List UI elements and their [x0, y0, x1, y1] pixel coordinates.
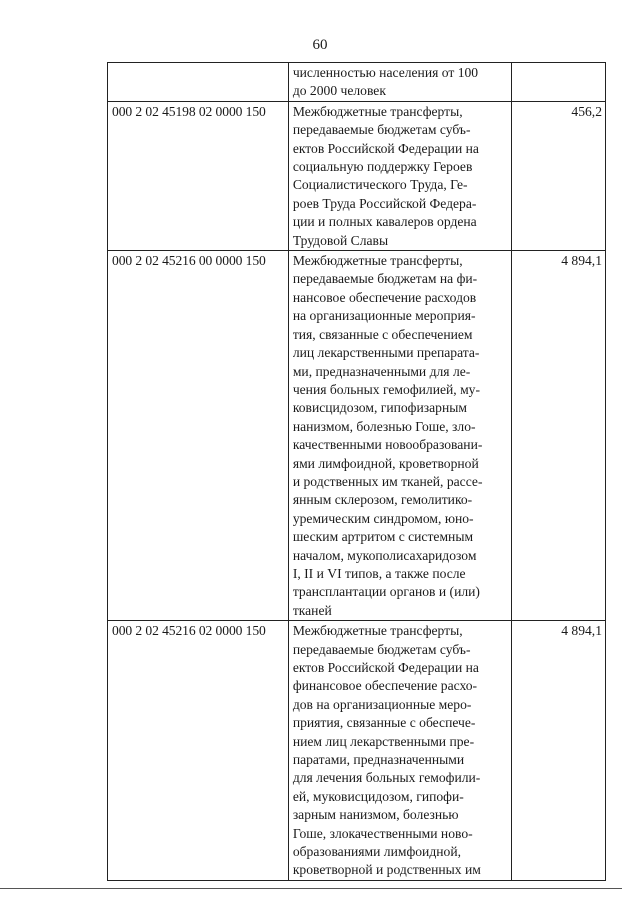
description-line: тия, связанные с обеспечением: [292, 326, 473, 342]
description-line: финансовое обеспечение расхо-: [292, 678, 478, 694]
description-line: Межбюджетные трансферты,: [292, 103, 463, 119]
description-line: нансовое обеспечение расходов: [292, 289, 477, 305]
description-line: зарным нанизмом, болезнью: [292, 807, 459, 823]
description-line: ковисцидозом, гипофизарным: [292, 400, 467, 416]
table-row: [108, 63, 606, 102]
description-cell: [288, 621, 511, 881]
description-line: ектов Российской Федерации на: [292, 140, 479, 156]
description-line: качественными новообразовани-: [292, 437, 483, 453]
description-line: I, II и VI типов, а также после: [292, 565, 466, 581]
amount-cell: 4 894,1: [512, 251, 606, 621]
amount-cell: 456,2: [512, 101, 606, 250]
description-cell: [288, 63, 511, 102]
description-line: на организационные мероприя-: [292, 308, 476, 324]
description-line: Социалистического Труда, Ге-: [292, 177, 468, 193]
description-line: ции и полных кавалеров ордена: [292, 214, 477, 230]
amount-cell: 4 894,1: [512, 621, 606, 881]
description-line: янным склерозом, гемолитико-: [292, 492, 473, 508]
bottom-divider: [0, 888, 622, 889]
description-line: передаваемые бюджетам субъ-: [292, 641, 471, 657]
description-line: социальную поддержку Героев: [292, 159, 473, 175]
description-line: ми, предназначенными для ле-: [292, 363, 471, 379]
amount-cell: [512, 63, 606, 102]
description-cell: [288, 101, 511, 250]
description-line: передаваемые бюджетам на фи-: [292, 271, 478, 287]
budget-code-cell: 000 2 02 45216 00 0000 150: [108, 251, 289, 621]
description-line: до 2000 человек: [292, 83, 386, 99]
description-line: дов на организационные меро-: [292, 696, 472, 712]
table-row: [108, 621, 606, 881]
description-line: трансплантации органов и (или): [292, 584, 480, 600]
description-line: шеским артритом с системным: [292, 529, 474, 545]
description-cell: [288, 251, 511, 621]
description-line: кроветворной и родственных им: [292, 862, 481, 878]
budget-code-cell: [108, 63, 289, 102]
description-line: образованиями лимфоидной,: [292, 844, 461, 860]
description-line: и родственных им тканей, рассе-: [292, 473, 483, 489]
description-line: тканей: [292, 602, 332, 618]
description-line: ей, муковисцидозом, гипофи-: [292, 788, 464, 804]
description-line: ями лимфоидной, кроветворной: [292, 455, 479, 471]
description-line: ектов Российской Федерации на: [292, 660, 479, 675]
description-line: паратами, предназначенными: [292, 752, 465, 768]
description-line: для лечения больных гемофили-: [292, 770, 481, 786]
budget-code-cell: 000 2 02 45198 02 0000 150: [108, 101, 289, 250]
description-line: Межбюджетные трансферты,: [292, 253, 463, 269]
budget-code-cell: 000 2 02 45216 02 0000 150: [108, 621, 289, 881]
description-line: нанизмом, болезнью Гоше, зло-: [292, 418, 476, 434]
page-number: 60: [312, 37, 328, 53]
description-line: нием лиц лекарственными пре-: [292, 733, 475, 749]
description-line: началом, мукополисахаридозом: [292, 547, 477, 563]
description-line: лиц лекарственными препарата-: [292, 345, 480, 361]
description-line: уремическим синдромом, юно-: [292, 510, 474, 526]
description-line: передаваемые бюджетам субъ-: [292, 122, 471, 138]
table-row: [108, 251, 606, 621]
description-line: Межбюджетные трансферты,: [292, 623, 463, 639]
description-line: чения больных гемофилией, му-: [292, 381, 481, 397]
description-line: Гоше, злокачественными ново-: [292, 825, 473, 841]
description-line: роев Труда Российской Федера-: [292, 195, 477, 211]
budget-table: [107, 62, 606, 881]
description-line: численностью населения от 100: [292, 65, 479, 80]
description-line: приятия, связанные с обеспече-: [292, 715, 476, 731]
description-line: Трудовой Славы: [292, 232, 389, 248]
table-row: [108, 101, 606, 250]
